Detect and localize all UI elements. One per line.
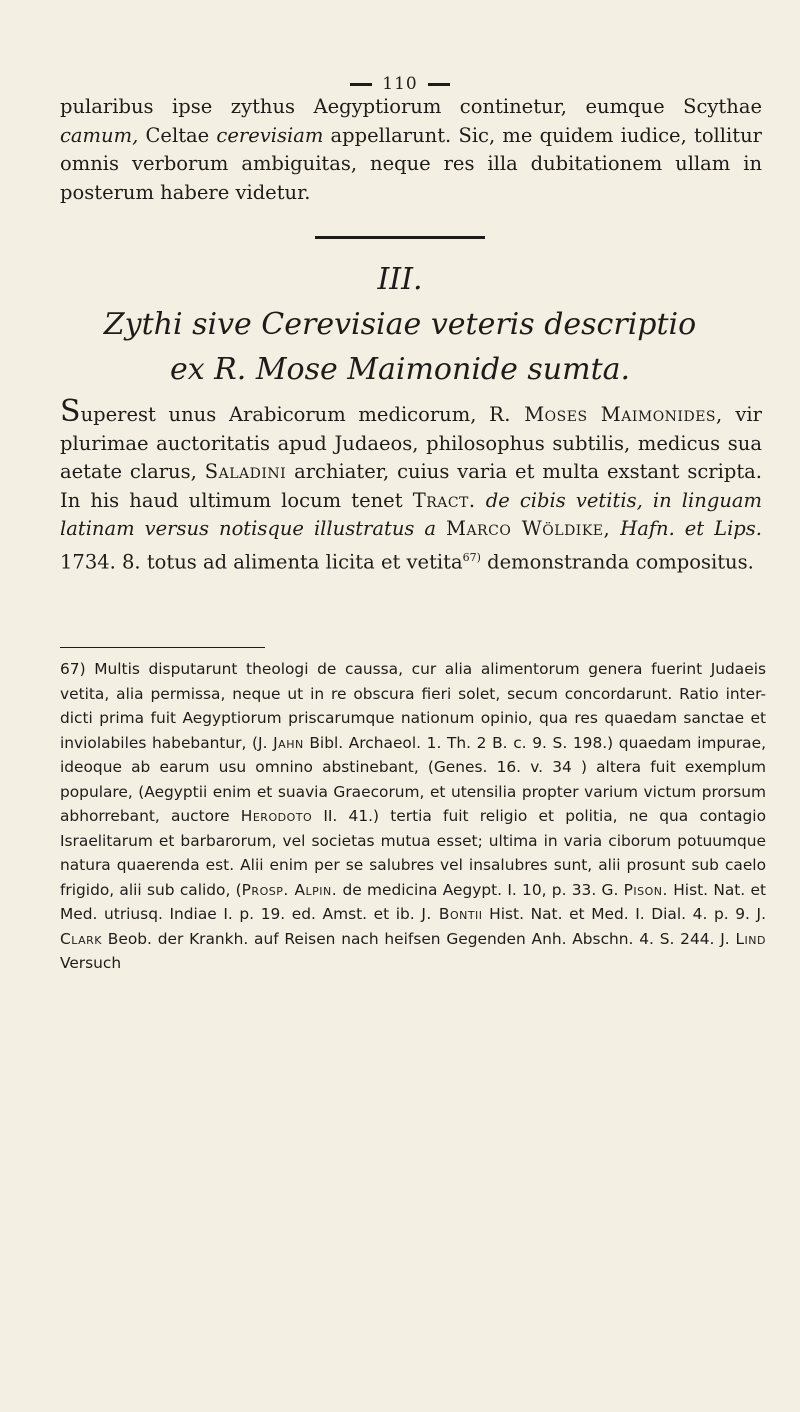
intro-italic-cerevisiam: cerevisiam <box>216 123 324 147</box>
footnote-67 <box>60 657 766 976</box>
footnote-reference: 67) <box>462 550 481 564</box>
section-divider <box>315 236 485 239</box>
footnote-name-jahn: Jahn <box>273 733 304 752</box>
footnote-text-5: Hist. Nat. et Med. utriusq. Indiae I. p. 19. ed. Amst. et ib. <box>60 880 766 923</box>
body-paragraph <box>60 394 762 577</box>
name-saladini: Saladini <box>204 460 287 483</box>
footnote-name-bontii: J. Bontii <box>421 905 483 923</box>
footnote-text-3: II. 41.) tertia fuit religio et politia, ne qua contagio Israelitarum et barbarorum, vel societas mutua esset; ultima in varia ciborum potuumque natura quaerenda est. Alii enim per se salubres vel insalubres sunt, alii prosunt sub caelo frigido, alii sub calido, ( <box>60 807 766 899</box>
footnote-text-7: Beob. der Krankh. auf Reisen nach heifsen Gegenden Anh. Abschn. 4. S. 244. J. <box>102 929 736 948</box>
footnote-text-4: de medicina Aegypt. I. 10, p. 33. G. <box>337 880 624 899</box>
body-text-2: vir plurimae auctoritatis apud Judaeos, philosophus subtilis, medicus sua aetate clarus, <box>60 403 762 483</box>
translator-name-woldike: Marco Wöldike, <box>445 517 611 540</box>
footnote-text-1: Multis disputarunt theologi de caussa, cur alia alimentorum genera fuerint Judaeis vetita, alia permissa, neque ut in re obscura fieri solet, secum concordarunt. Ratio inter-dicti prima fuit Aegyptiorum priscarumque nationum opinio, qua res quaedam sanctae et inviolabiles habebantur, (J. <box>60 660 766 752</box>
page-number <box>0 74 800 94</box>
intro-text-2: Celtae <box>138 123 217 147</box>
abbrev-tract: Tract. <box>412 488 476 512</box>
intro-paragraph <box>60 93 762 207</box>
intro-italic-camum: camum, <box>60 123 139 147</box>
footnote-name-alpin: Prosp. Alpin. <box>241 880 338 899</box>
page-number-value: 110 <box>382 74 418 94</box>
body-text-1: uperest unus Arabicorum medicorum, <box>80 403 490 426</box>
intro-text-3: appellarunt. Sic, me quidem iudice, tollitur omnis verborum ambiguitas, neque res illa dubitationem ullam in posterum habere videtur. <box>60 123 762 204</box>
footnote-name-clark: Clark <box>60 929 103 948</box>
work-title-italic: de cibis vetitis, in linguam latinam versus notisque illustratus a <box>60 488 762 540</box>
footnote-text-6: Hist. Nat. et Med. I. Dial. 4. p. 9. J. <box>482 905 766 923</box>
footnote-text-8: Versuch <box>60 954 122 972</box>
footnote-text-2: Bibl. Archaeol. 1. Th. 2 B. c. 9. S. 198.) quaedam impurae, ideoque ab earum usu omnino abstinebant, (Genes. 16. v. 34 ) altera fuit exemplum populare, (Aegyptii enim et suavia Graecorum, et utensilia propter varium victum prorsum abhorrebant, auctore <box>60 733 766 825</box>
body-text-3: archiater, cuius varia et multa exstant scripta. In his haud ultimum locum tenet <box>60 460 762 512</box>
footnote-name-lind: Lind <box>735 929 766 948</box>
section-title-line-2: ex R. Mose Maimonide sumta. <box>169 352 631 387</box>
section-number: III. <box>377 262 423 297</box>
footnote-number: 67) <box>60 660 86 678</box>
body-text-5: demonstranda compositus. <box>480 550 754 573</box>
intro-text-1: pularibus ipse zythus Aegyptiorum continetur, eumque Scythae <box>60 95 762 118</box>
author-name-maimonides: R. Moses Maimonides, <box>489 403 723 426</box>
place-italic: Hafn. et Lips. <box>610 517 762 540</box>
page-number-dash-left <box>350 83 372 86</box>
section-title-line-1: Zythi sive Cerevisiae veteris descriptio <box>103 307 697 342</box>
page-number-dash-right <box>428 83 450 86</box>
body-text-4: 1734. 8. totus ad alimenta licita et vetita <box>60 550 463 573</box>
section-title <box>30 302 770 392</box>
drop-cap: S <box>60 394 81 429</box>
footnote-name-herodoto: Herodoto <box>240 807 313 825</box>
footnote-name-pison: Pison. <box>623 880 668 899</box>
footnote-rule <box>60 647 265 648</box>
